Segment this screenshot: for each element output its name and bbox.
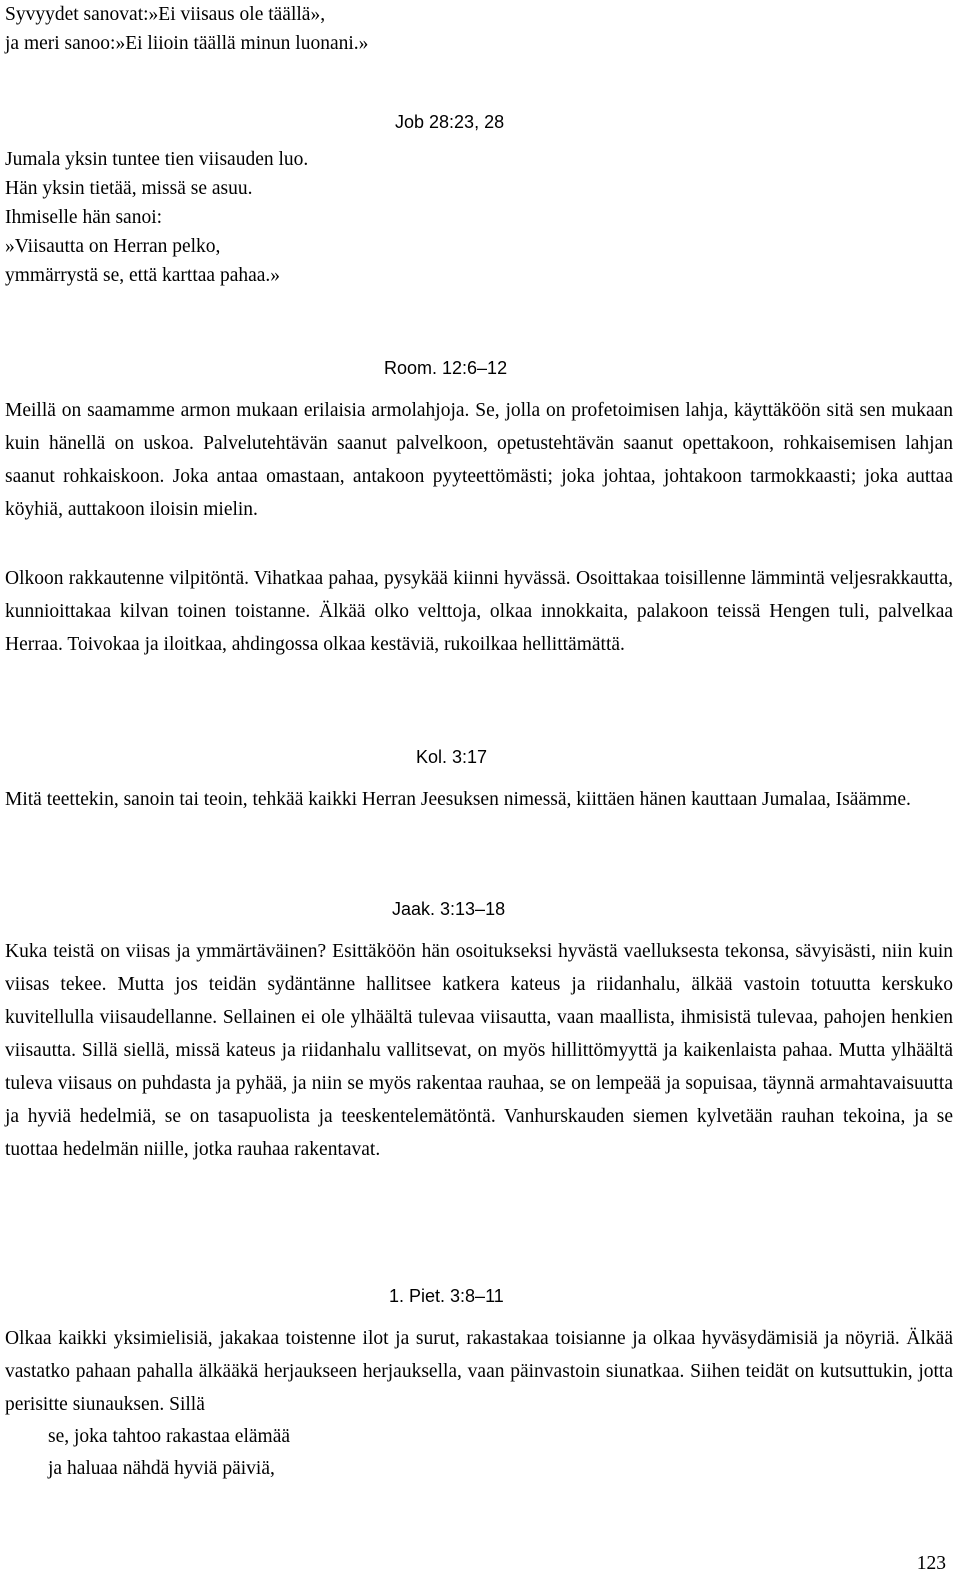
peter-indented-line-1: se, joka tahtoo rakastaa elämää xyxy=(48,1426,291,1447)
colossians-paragraph: Mitä teettekin, sanoin tai teoin, tehkää kaikki Herran Jeesuksen nimessä, kiittäen hänen kauttaan Jumalaa, Isäämme. xyxy=(5,789,911,810)
peter-paragraph: Olkaa kaikki yksimielisiä, jakakaa toistenne ilot ja surut, rakastakaa toisianne ja olkaa hyväsydämisiä ja nöyriä. Älkää vastatko pahaan pahalla älkääkä herjaukseen herjauksella, vaan päinvastoin siunatkaa. Siihen teidät on kutsuttukin, jotta perisitte siunauksen. Sillä xyxy=(5,1328,953,1415)
colossians-reference: Kol. 3:17 xyxy=(416,747,488,767)
page-number: 123 xyxy=(916,1553,946,1574)
job-quote-line-2: ja meri sanoo:»Ei liioin täällä minun luonani.» xyxy=(5,33,369,54)
romans-reference: Room. 12:6–12 xyxy=(384,358,508,378)
job-quote-2-line-4: »Viisautta on Herran pelko, xyxy=(5,236,221,257)
job-quote-2-line-1: Jumala yksin tuntee tien viisauden luo. xyxy=(5,149,309,170)
job-quote-2-line-2: Hän yksin tietää, missä se asuu. xyxy=(5,178,253,199)
peter-reference: 1. Piet. 3:8–11 xyxy=(389,1286,504,1306)
james-paragraph: Kuka teistä on viisas ja ymmärtäväinen? Esittäköön hän osoitukseksi hyvästä vaelluksesta tekonsa, sävyisästi, niin kuin viisas tekee. Mutta jos teidän sydäntänne hallitsee katkera kateus ja riidanhalu, älkää vastoin totuutta kerskuko kuvitellulla viisaudellanne. Sellainen ei ole ylhäältä tulevaa viisautta, vaan maallista, ihmisistä tulevaa, pahojen henkien viisautta. Sillä siellä, missä kateus ja riidanhalu vallitsevat, on myös hillittömyyttä ja kaikenlaista pahaa. Mutta ylhäältä tuleva viisaus on puhdasta ja pyhää, ja niin se myös rakentaa rauhaa, se on lempeää ja sopuisaa, täynnä armahtavaisuutta ja hyviä hedelmiä, se on tasapuolista ja teeskentelemätöntä. Vanhurskauden siemen kylvetään rauhan tekoina, ja se tuottaa hedelmän niille, jotka rauhaa rakentavat. xyxy=(5,941,953,1160)
romans-paragraph-1: Meillä on saamamme armon mukaan erilaisia armolahjoja. Se, jolla on profetoimisen lahja, käyttäköön sitä sen mukaan kuin hänellä on uskoa. Palvelutehtävän saanut palvelkoon, opetustehtävän saanut opettakoon, rohkaisemisen lahjan saanut rohkaiskoon. Joka antaa omastaan, antakoon pyyteettömästi; joka johtaa, johtakoon tarmokkaasti; joka auttaa köyhiä, auttakoon iloisin mielin. xyxy=(5,400,953,520)
job-reference: Job 28:23, 28 xyxy=(395,112,505,132)
job-quote-2-line-3: Ihmiselle hän sanoi: xyxy=(5,207,163,228)
romans-paragraph-2: Olkoon rakkautenne vilpitöntä. Vihatkaa pahaa, pysykää kiinni hyvässä. Osoittakaa toisillenne lämmintä veljesrakkautta, kunnioittakaa kilvan toinen toistanne. Älkää olko velttoja, olkaa innokkaita, palakoon teissä Hengen tuli, palvelkaa Herraa. Toivokaa ja iloitkaa, ahdingossa olkaa kestäviä, rukoilkaa hellittämättä. xyxy=(5,568,953,655)
peter-indented-line-2: ja haluaa nähdä hyviä päiviä, xyxy=(48,1458,275,1479)
job-quote-line-1: Syvyydet sanovat:»Ei viisaus ole täällä», xyxy=(5,4,326,25)
job-quote-2-line-5: ymmärrystä se, että karttaa pahaa.» xyxy=(5,265,281,286)
james-reference: Jaak. 3:13–18 xyxy=(392,899,506,919)
